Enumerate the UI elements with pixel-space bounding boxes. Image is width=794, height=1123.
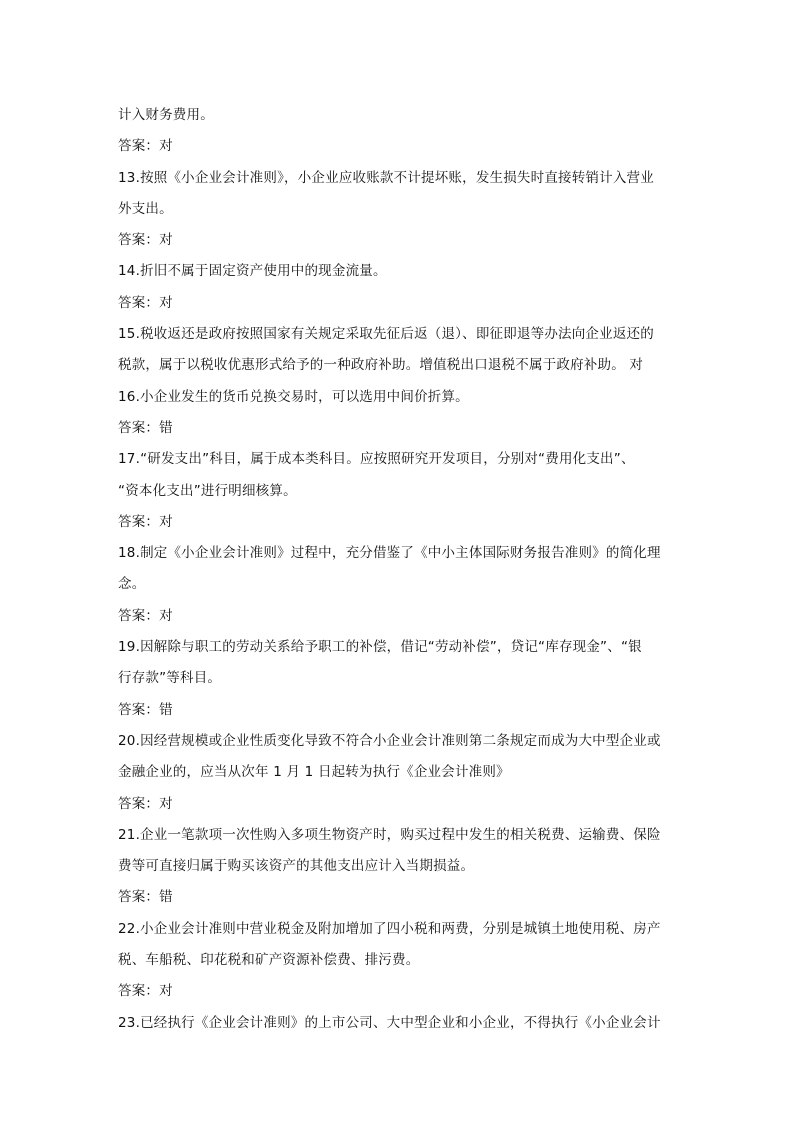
- text-line: 金融企业的，应当从次年 1 月 1 日起转为执行《企业会计准则》: [118, 764, 510, 781]
- text-line: 行存款”等科目。: [118, 670, 222, 687]
- answer-line: 答案：错: [118, 701, 173, 718]
- answer-line: 答案：对: [118, 983, 173, 1000]
- answer-line: 答案：对: [118, 513, 173, 530]
- question-22: 22.小企业会计准则中营业税金及附加增加了四小税和两费，分别是城镇土地使用税、房产: [118, 920, 661, 937]
- answer-line: 答案：错: [118, 419, 173, 436]
- question-23: 23.已经执行《企业会计准则》的上市公司、大中型企业和小企业，不得执行《小企业会计: [118, 1014, 661, 1031]
- answer-line: 答案：错: [118, 889, 173, 906]
- text-line: 费等可直接归属于购买该资产的其他支出应计入当期损益。: [118, 858, 475, 875]
- text-line: “资本化支出”进行明细核算。: [118, 482, 297, 499]
- question-21: 21.企业一笔款项一次性购入多项生物资产时，购买过程中发生的相关税费、运输费、保险: [118, 826, 661, 843]
- answer-line: 答案：对: [118, 294, 173, 311]
- question-19: 19.因解除与职工的劳动关系给予职工的补偿，借记“劳动补偿”，贷记“库存现金”、“银: [118, 639, 642, 656]
- text-line: 外支出。: [118, 200, 173, 217]
- question-15: 15.税收返还是政府按照国家有关规定采取先征后返（退）、即征即退等办法向企业返还的: [118, 326, 654, 343]
- question-17: 17.“研发支出”科目，属于成本类科目。应按照研究开发项目，分别对“费用化支出”、: [118, 451, 635, 468]
- question-20: 20.因经营规模或企业性质变化导致不符合小企业会计准则第二条规定而成为大中型企业或: [118, 732, 661, 749]
- question-18: 18.制定《小企业会计准则》过程中，充分借鉴了《中小主体国际财务报告准则》的简化理: [118, 545, 661, 562]
- question-16: 16.小企业发生的货币兑换交易时，可以选用中间价折算。: [118, 388, 469, 405]
- question-14: 14.折旧不属于固定资产使用中的现金流量。: [118, 263, 387, 280]
- document-body: [118, 100, 678, 1039]
- text-line: 念。: [118, 576, 146, 593]
- text-line: 计入财务费用。: [118, 107, 214, 123]
- text-line: 税、车船税、印花税和矿产资源补偿费、排污费。: [118, 952, 420, 969]
- text-line: 税款，属于以税收优惠形式给予的一种政府补助。增值税出口退税不属于政府补助。 对: [118, 357, 644, 374]
- answer-line: 答案：对: [118, 795, 173, 812]
- answer-line: 答案：对: [118, 232, 173, 249]
- answer-line: 答案：对: [118, 607, 173, 624]
- answer-line: 答案：对: [118, 138, 173, 155]
- question-13: 13.按照《小企业会计准则》，小企业应收账款不计提坏账，发生损失时直接转销计入营业: [118, 169, 654, 186]
